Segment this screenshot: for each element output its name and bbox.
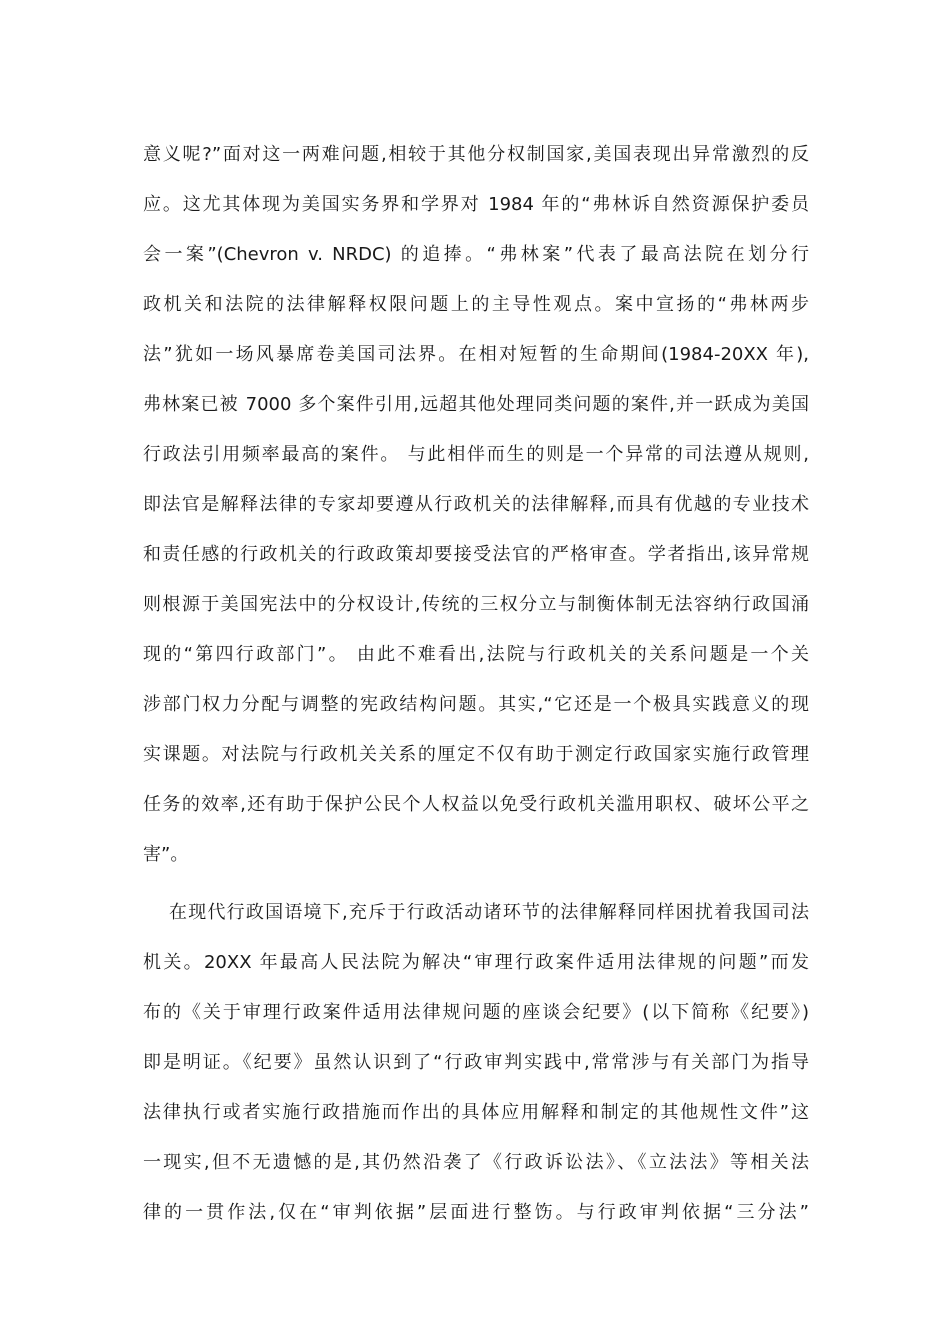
text-line: 会一案”(Chevron v. NRDC) 的追捧。“弗林案”代表了最高法院在划分行 — [143, 244, 809, 265]
text-line: 律的一贯作法,仅在“审判依据”层面进行整饬。与行政审判依据“三分法” — [143, 1202, 809, 1223]
paragraph-gap — [143, 880, 809, 888]
text-line: 任务的效率,还有助于保护公民个人权益以免受行政机关滥用职权、破坏公平之 — [143, 794, 809, 815]
text-line: 则根源于美国宪法中的分权设计,传统的三权分立与制衡体制无法容纳行政国涌 — [143, 594, 809, 615]
text-line: 在现代行政国语境下,充斥于行政活动诸环节的法律解释同样困扰着我国司法 — [169, 902, 809, 923]
text-line: 即法官是解释法律的专家却要遵从行政机关的法律解释,而具有优越的专业技术 — [143, 494, 809, 515]
text-line: 现的“第四行政部门”。 由此不难看出,法院与行政机关的关系问题是一个关 — [143, 644, 809, 665]
text-line: 应。这尤其体现为美国实务界和学界对 1984 年的“弗林诉自然资源保护委员 — [143, 194, 809, 215]
text-line: 害”。 — [143, 844, 189, 865]
text-line: 即是明证。《纪要》虽然认识到了“行政审判实践中,常常涉与有关部门为指导 — [143, 1052, 809, 1073]
text-line: 一现实,但不无遗憾的是,其仍然沿袭了《行政诉讼法》、《立法法》等相关法 — [143, 1152, 809, 1173]
text-line: 弗林案已被 7000 多个案件引用,远超其他处理同类问题的案件,并一跃成为美国 — [143, 394, 809, 415]
text-line: 法律执行或者实施行政措施而作出的具体应用解释和制定的其他规性文件”这 — [143, 1102, 809, 1123]
text-line: 和责任感的行政机关的行政政策却要接受法官的严格审查。学者指出,该异常规 — [143, 544, 809, 565]
text-line: 政机关和法院的法律解释权限问题上的主导性观点。案中宣扬的“弗林两步 — [143, 294, 809, 315]
text-line: 布的《关于审理行政案件适用法律规问题的座谈会纪要》(以下简称《纪要》) — [143, 1002, 809, 1023]
text-line: 涉部门权力分配与调整的宪政结构问题。其实,“它还是一个极具实践意义的现 — [143, 694, 809, 715]
text-line: 法”犹如一场风暴席卷美国司法界。在相对短暂的生命期间(1984-20XX 年), — [143, 344, 809, 365]
body-text — [143, 130, 809, 1238]
text-line: 行政法引用频率最高的案件。 与此相伴而生的则是一个异常的司法遵从规则, — [143, 444, 809, 465]
text-line: 机关。20XX 年最高人民法院为解决“审理行政案件适用法律规的问题”而发 — [143, 952, 809, 973]
text-line: 实课题。对法院与行政机关关系的厘定不仅有助于测定行政国家实施行政管理 — [143, 744, 809, 765]
text-line: 意义呢?”面对这一两难问题,相较于其他分权制国家,美国表现出异常激烈的反 — [143, 144, 809, 165]
